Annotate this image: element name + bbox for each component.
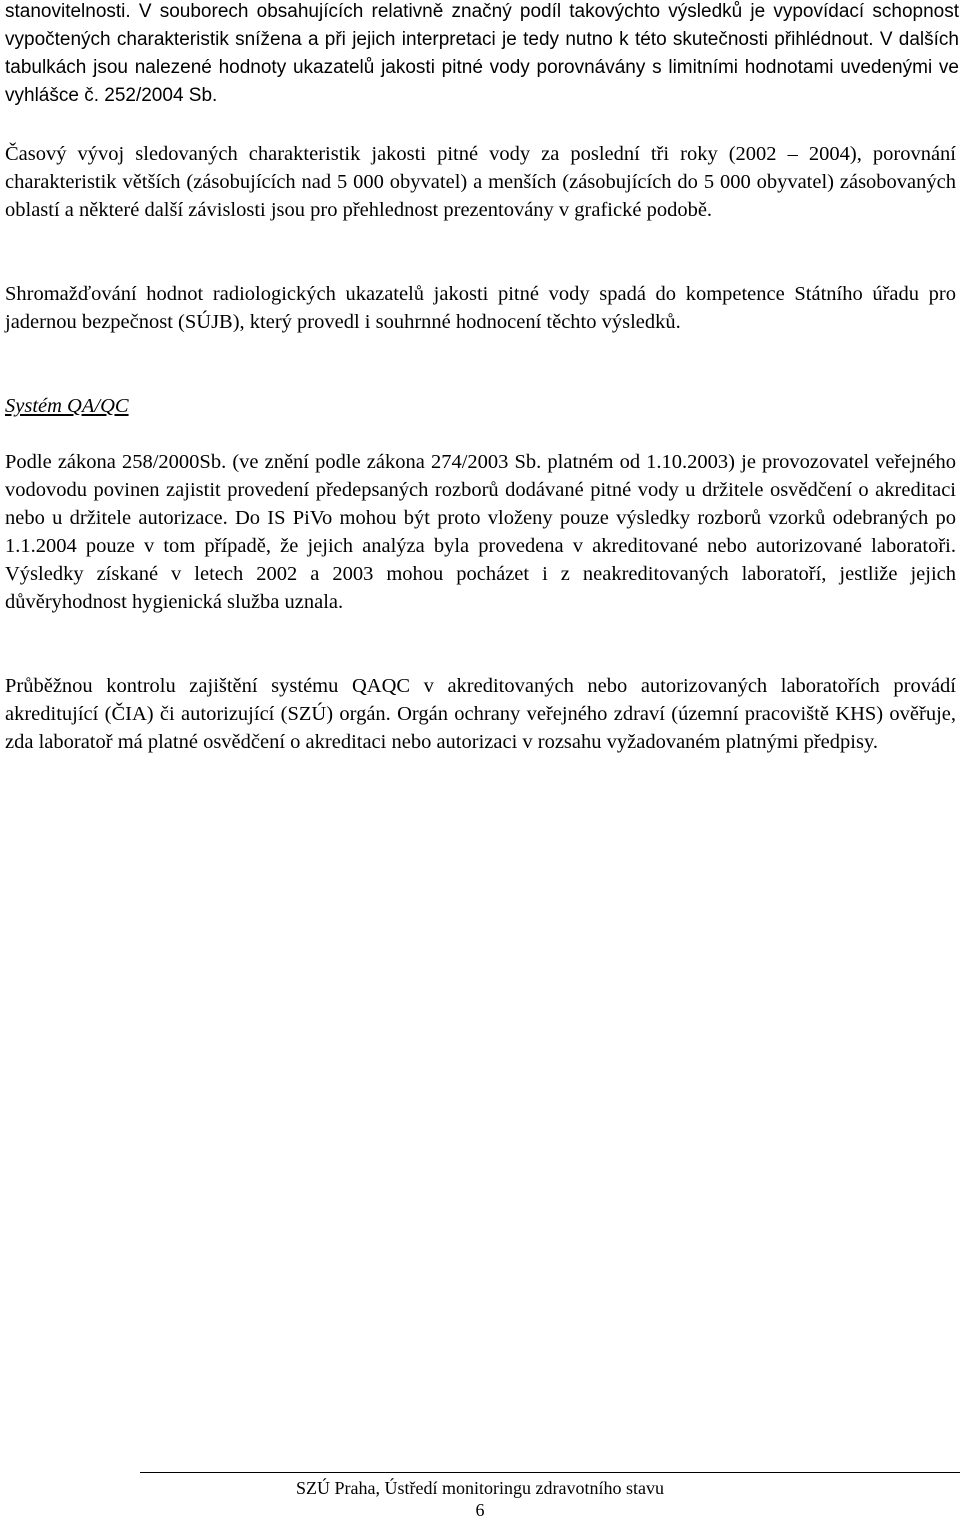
footer-institution: SZÚ Praha, Ústředí monitoringu zdravotního stavu bbox=[296, 1478, 664, 1498]
paragraph-time-trend: Časový vývoj sledovaných charakteristik jakosti pitné vody za poslední tři roky (2002 – 2004), porovnání charakteristik větších (zásobujících nad 5 000 obyvatel) a menších (zásobujících do 5 000 obyvatel) zásobovaných oblastí a některé další závislosti jsou pro přehlednost prezentovány v grafické podobě. bbox=[5, 143, 956, 221]
paragraph-qaqc-control: Průběžnou kontrolu zajištění systému QAQC v akreditovaných nebo autorizovaných laboratořích provádí akreditující (ČIA) či autorizující (SZÚ) orgán. Orgán ochrany veřejného zdraví (územní pracoviště KHS) ověřuje, zda laboratoř má platné osvědčení o akreditaci nebo autorizaci v rozsahu vyžadovaném platnými předpisy. bbox=[5, 675, 956, 753]
paragraph-law: Podle zákona 258/2000Sb. (ve znění podle zákona 274/2003 Sb. platném od 1.10.2003) je provozovatel veřejného vodovodu povinen zajistit provedení předepsaných rozborů dodávané pitné vody u držitele osvědčení o akreditaci nebo u držitele autorizace. Do IS PiVo mohou být proto vloženy pouze výsledky rozborů vzorků odebraných po 1.1.2004 pouze v tom případě, že jejich analýza byla provedena v akreditované nebo autorizované laboratoři. Výsledky získané v letech 2002 a 2003 mohou pocházet i z neakreditovaných laboratoří, jestliže jejich důvěryhodnost hygienická služba uznala. bbox=[5, 451, 956, 613]
footer-divider bbox=[140, 1472, 960, 1473]
section-heading: Systém QA/QC bbox=[5, 395, 129, 417]
page-number: 6 bbox=[475, 1500, 485, 1520]
paragraph-radiological: Shromažďování hodnot radiologických ukazatelů jakosti pitné vody spadá do kompetence Státního úřadu pro jadernou bezpečnost (SÚJB), který provedl i souhrnné hodnocení těchto výsledků. bbox=[5, 283, 956, 333]
paragraph-continuation: stanovitelnosti. V souborech obsahujících relativně značný podíl takovýchto výsledků je vypovídací schopnost vypočtených charakteristik snížena a při jejich interpretaci je tedy nutno k této skutečnosti přihlédnout. V dalších tabulkách jsou nalezené hodnoty ukazatelů jakosti pitné vody porovnávány s limitními hodnotami uvedenými ve vyhlášce č. 252/2004 Sb. bbox=[5, 1, 959, 106]
